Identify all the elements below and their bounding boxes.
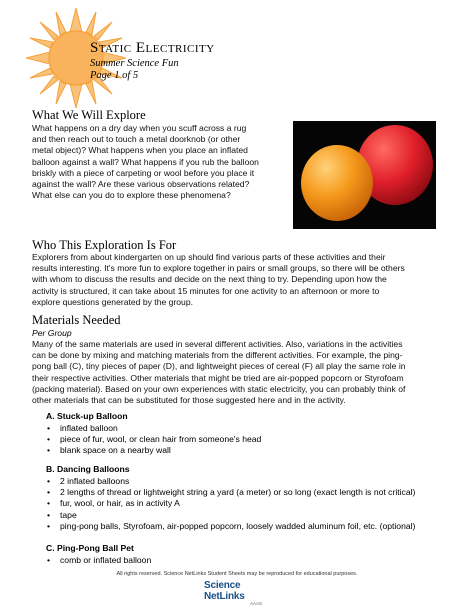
explore-line: balloon against a wall? What happens if you rub the balloon xyxy=(32,156,259,167)
explore-line: What else can you do to explore these phenomena? xyxy=(32,190,231,201)
list-item: • blank space on a nearby wall xyxy=(46,445,426,456)
explore-heading: What We Will Explore xyxy=(32,108,146,122)
per-group-label: Per Group xyxy=(32,328,72,338)
materials-line: Many of the same materials are used in several different activities. Also, variations in the activities xyxy=(32,339,403,349)
list-c xyxy=(46,555,426,566)
materials-paragraph xyxy=(32,339,452,406)
list-item: • 2 lengths of thread or lightweight string a yard (a meter) or so long (exact length is not critical) xyxy=(46,487,426,498)
page-number: Page 1 of 5 xyxy=(90,70,139,81)
science-netlinks-logo xyxy=(204,580,274,604)
materials-heading: Materials Needed xyxy=(32,313,121,327)
list-item: • ping-pong balls, Styrofoam, air-popped popcorn, loosely wadded aluminum foil, etc. (optional) xyxy=(46,521,426,532)
list-a xyxy=(46,423,426,457)
page-title: Static Electricity xyxy=(90,40,215,56)
explore-line: What happens on a dry day when you scuff across a rug xyxy=(32,123,247,133)
list-b-title: B. Dancing Balloons xyxy=(46,464,130,474)
explore-paragraph xyxy=(32,123,292,201)
title-block xyxy=(90,40,215,81)
explore-line: against the wall? Are these various observations related? xyxy=(32,179,250,190)
list-c-title: C. Ping-Pong Ball Pet xyxy=(46,543,134,553)
audience-heading: Who This Exploration Is For xyxy=(32,238,177,252)
list-item: • comb or inflated balloon xyxy=(46,555,426,566)
materials-line: pong ball (C), tiny pieces of paper (D), and lightweight pieces of cereal (F) all play the same role in xyxy=(32,361,406,372)
materials-line: can be done by mixing and matching materials from the different activities. For example, the ping- xyxy=(32,350,403,361)
audience-line: results interesting. It's more fun to explore together in pairs or small groups, so there will be others xyxy=(32,263,405,274)
list-b xyxy=(46,476,426,532)
explore-line: and then reach out to touch a metal doorknob (or other xyxy=(32,134,241,145)
explore-line: briskly with a piece of carpeting or wool before you place it xyxy=(32,167,255,178)
rights-notice: All rights reserved. Science NetLinks Student Sheets may be reproduced for educational purposes. xyxy=(116,571,358,577)
explore-line: metal object)? What happens when you place an inflated xyxy=(32,145,248,156)
list-item: • tape xyxy=(46,510,426,521)
balloons-photo xyxy=(293,121,436,229)
logo-subtext: AAAS xyxy=(250,601,263,606)
subtitle: Summer Science Fun xyxy=(90,58,179,69)
list-item: • inflated balloon xyxy=(46,423,426,434)
list-item: • 2 inflated balloons xyxy=(46,476,426,487)
audience-paragraph xyxy=(32,252,452,308)
list-item: • fur, wool, or hair, as in activity A xyxy=(46,498,426,509)
audience-line: with whom to discuss the results and decide on the next thing to try. Depending upon how the xyxy=(32,274,387,285)
list-item: • piece of fur, wool, or clean hair from someone's head xyxy=(46,434,426,445)
audience-line: explore questions generated by the group. xyxy=(32,296,194,307)
materials-line: (packing material). Based on your own experiences with static electricity, you can probably think of xyxy=(32,383,406,394)
audience-line: activity is structured, it can take about 15 minutes for one activity to an afternoon or more to xyxy=(32,285,380,296)
logo-text: Science NetLinks xyxy=(204,580,245,602)
audience-line: Explorers from about kindergarten on up should find various parts of these activities and their xyxy=(32,252,386,262)
materials-line: other materials that can be substituted for those suggested here and in the activity. xyxy=(32,395,346,406)
list-a-title: A. Stuck-up Balloon xyxy=(46,411,128,421)
materials-line: their respective activities. Other materials that might be tried are air-popped popcorn or Styrofoam xyxy=(32,372,404,383)
